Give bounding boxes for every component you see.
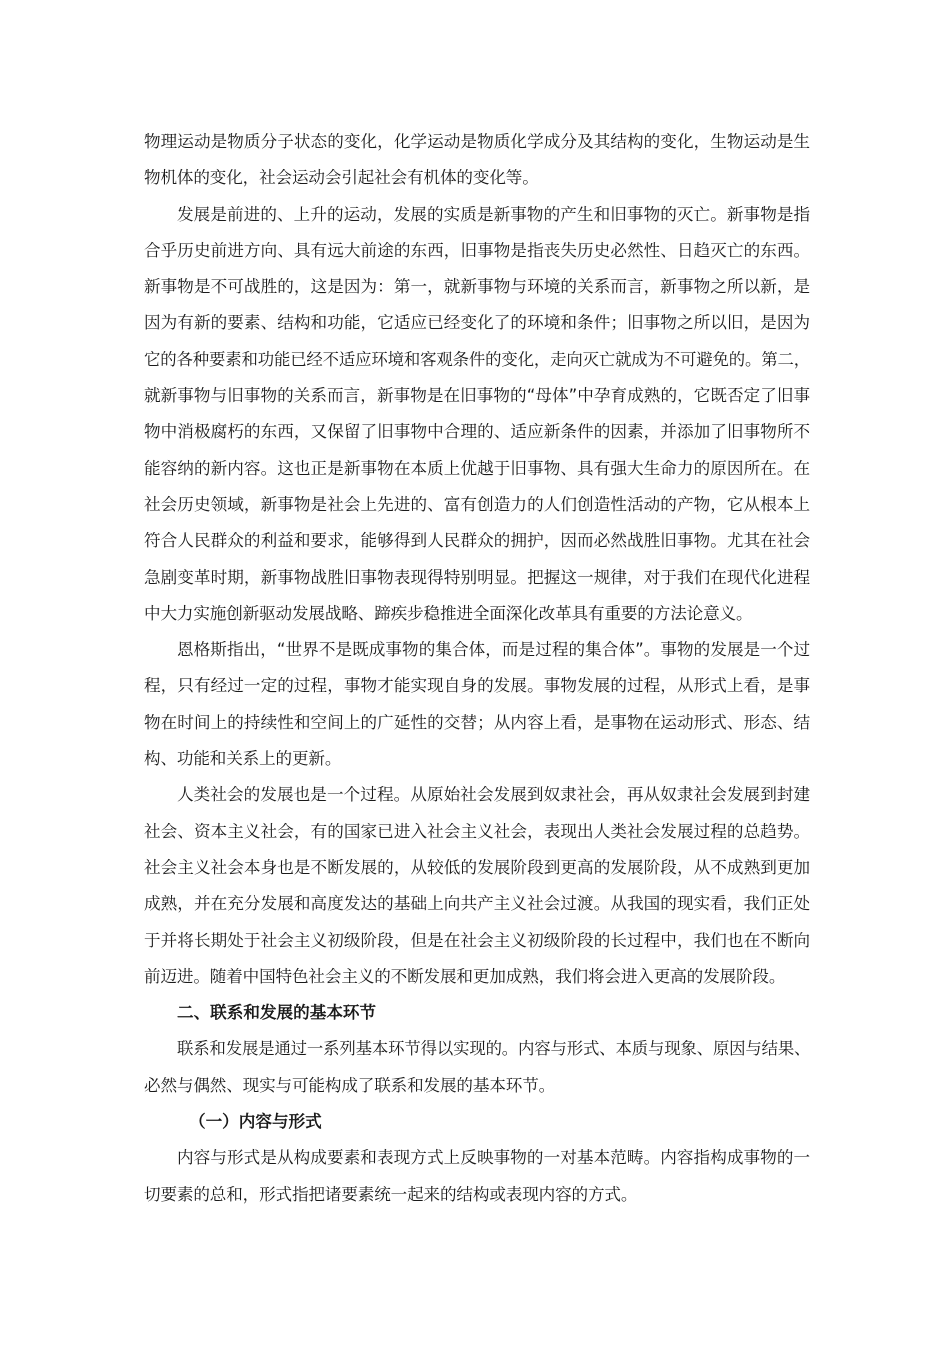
text-line: 新事物是不可战胜的，这是因为：第一，就新事物与环境的关系而言，新事物之所以新，是 bbox=[144, 277, 810, 297]
text-line: 联系和发展是通过一系列基本环节得以实现的。内容与形式、本质与现象、原因与结果、 bbox=[177, 1039, 811, 1059]
text-line: 它的各种要素和功能已经不适应环境和客观条件的变化，走向灭亡就成为不可避免的。第二， bbox=[144, 349, 810, 369]
text-line: 成熟，并在充分发展和高度发达的基础上向共产主义社会过渡。从我国的现实看，我们正处 bbox=[144, 894, 810, 914]
section-heading: 二、联系和发展的基本环节 bbox=[177, 1003, 377, 1023]
text-line: 物机体的变化，社会运动会引起社会有机体的变化等。 bbox=[144, 168, 539, 188]
paragraph-4 bbox=[144, 777, 810, 995]
document-page bbox=[144, 124, 810, 1213]
paragraph-3 bbox=[144, 632, 810, 777]
text-line: 社会历史领域，新事物是社会上先进的、富有创造力的人们创造性活动的产物，它从根本上 bbox=[144, 494, 810, 514]
text-line: 构、功能和关系上的更新。 bbox=[144, 749, 342, 769]
paragraph-2 bbox=[144, 197, 810, 633]
text-line: 合乎历史前进方向、具有远大前途的东西，旧事物是指丧失历史必然性、日趋灭亡的东西。 bbox=[144, 240, 810, 260]
subsection-heading: （一）内容与形式 bbox=[189, 1112, 322, 1132]
text-line: 恩格斯指出，“世界不是既成事物的集合体，而是过程的集合体”。事物的发展是一个过 bbox=[177, 640, 810, 660]
text-line: 前迈进。随着中国特色社会主义的不断发展和更加成熟，我们将会进入更高的发展阶段。 bbox=[144, 966, 786, 986]
text-line: 内容与形式是从构成要素和表现方式上反映事物的一对基本范畴。内容指构成事物的一 bbox=[177, 1148, 810, 1168]
text-line: 物理运动是物质分子状态的变化，化学运动是物质化学成分及其结构的变化，生物运动是生 bbox=[144, 132, 810, 151]
section-paragraph bbox=[144, 1031, 810, 1104]
text-line: 必然与偶然、现实与可能构成了联系和发展的基本环节。 bbox=[144, 1075, 556, 1095]
text-line: 人类社会的发展也是一个过程。从原始社会发展到奴隶社会，再从奴隶社会发展到封建 bbox=[177, 785, 810, 805]
text-line: 于并将长期处于社会主义初级阶段，但是在社会主义初级阶段的长过程中，我们也在不断向 bbox=[144, 930, 810, 950]
text-line: 急剧变革时期，新事物战胜旧事物表现得特别明显。把握这一规律，对于我们在现代化进程 bbox=[144, 567, 810, 587]
text-line: 发展是前进的、上升的运动，发展的实质是新事物的产生和旧事物的灭亡。新事物是指 bbox=[177, 204, 810, 224]
subsection-paragraph bbox=[144, 1140, 810, 1213]
text-line: 社会、资本主义社会，有的国家已进入社会主义社会，表现出人类社会发展过程的总趋势。 bbox=[144, 821, 810, 841]
text-line: 能容纳的新内容。这也正是新事物在本质上优越于旧事物、具有强大生命力的原因所在。在 bbox=[144, 458, 810, 478]
text-line: 就新事物与旧事物的关系而言，新事物是在旧事物的“母体”中孕育成熟的，它既否定了旧事 bbox=[144, 386, 810, 406]
paragraph-1 bbox=[144, 124, 810, 197]
text-line: 物中消极腐朽的东西，又保留了旧事物中合理的、适应新条件的因素，并添加了旧事物所不 bbox=[144, 422, 810, 442]
text-line: 程，只有经过一定的过程，事物才能实现自身的发展。事物发展的过程，从形式上看，是事 bbox=[144, 676, 810, 696]
text-line: 符合人民群众的利益和要求，能够得到人民群众的拥护，因而必然战胜旧事物。尤其在社会 bbox=[144, 531, 810, 551]
text-line: 中大力实施创新驱动发展战略、蹄疾步稳推进全面深化改革具有重要的方法论意义。 bbox=[144, 603, 753, 623]
text-line: 因为有新的要素、结构和功能，它适应已经变化了的环境和条件；旧事物之所以旧，是因为 bbox=[144, 313, 810, 333]
text-line: 切要素的总和，形式指把诸要素统一起来的结构或表现内容的方式。 bbox=[144, 1184, 638, 1204]
text-line: 物在时间上的持续性和空间上的广延性的交替；从内容上看，是事物在运动形式、形态、结 bbox=[144, 712, 810, 732]
text-line: 社会主义社会本身也是不断发展的，从较低的发展阶段到更高的发展阶段，从不成熟到更加 bbox=[144, 857, 810, 877]
